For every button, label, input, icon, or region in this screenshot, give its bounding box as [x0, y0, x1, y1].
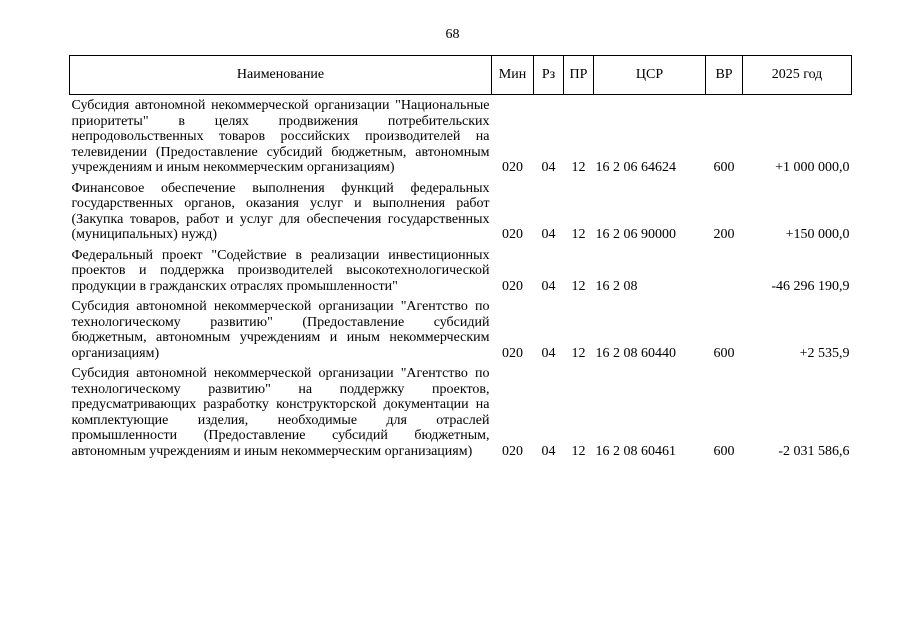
- table-row: [70, 178, 852, 245]
- row-rz: 04: [541, 227, 556, 242]
- table-row: [70, 296, 852, 363]
- page-number: 68: [445, 27, 460, 42]
- header-vr: ВР: [706, 56, 743, 95]
- row-pr: 12: [571, 443, 586, 459]
- row-rz: 04: [541, 160, 556, 175]
- row-csr: 16 2 06 64624: [595, 160, 676, 175]
- row-min: 020: [502, 278, 523, 294]
- header-pr: ПР: [564, 56, 594, 95]
- row-name: Субсидия автономной некоммерческой организации "Агентство по технологическому развитию" на поддержку проектов, предусматривающих разработку конструкторской документации на комплектующие изделия, необходимые для отраслей промышленности (Предоставление субсидий бюджетным, автономным учреждениям и иным некоммерческим организациям): [71, 366, 490, 459]
- row-csr: 16 2 08: [595, 278, 638, 294]
- row-amount: +1 000 000,0: [775, 160, 850, 175]
- header-csr: ЦСР: [594, 56, 706, 95]
- budget-table: [69, 55, 852, 461]
- row-vr: 600: [713, 345, 735, 361]
- row-vr: 600: [713, 160, 735, 175]
- header-min: Мин: [492, 56, 534, 95]
- row-amount: +2 535,9: [799, 345, 850, 361]
- row-rz: 04: [541, 278, 556, 294]
- row-min: 020: [502, 443, 523, 459]
- table-row: [70, 245, 852, 297]
- table-row: [70, 95, 852, 178]
- row-name: Субсидия автономной некоммерческой организации "Агентство по технологическому развитию" (Предоставление субсидий бюджетным, автономным учреждениям и иным некоммерческим организациям): [71, 299, 490, 361]
- row-pr: 12: [571, 160, 586, 175]
- row-min: 020: [502, 227, 523, 242]
- row-name: Финансовое обеспечение выполнения функций федеральных государственных органов, оказания услуг и выполнения работ (Закупка товаров, работ и услуг для обеспечения государственных (муниципальных) нужд): [71, 180, 490, 242]
- row-csr: 16 2 08 60461: [595, 443, 676, 459]
- row-min: 020: [502, 160, 523, 175]
- row-name: Субсидия автономной некоммерческой организации "Национальные приоритеты" в целях продвижения потребительских непродовольственных товаров российских производителей на телевидении (Предоставление субсидий бюджетным, автономным учреждениям и иным некоммерческим организациям): [71, 98, 490, 175]
- row-min: 020: [502, 345, 523, 361]
- row-csr: 16 2 08 60440: [595, 345, 676, 361]
- table-row: [70, 363, 852, 461]
- row-pr: 12: [571, 227, 586, 242]
- row-amount: -2 031 586,6: [778, 443, 850, 459]
- row-rz: 04: [541, 345, 556, 361]
- row-amount: +150 000,0: [785, 227, 850, 242]
- row-vr: 200: [713, 227, 735, 242]
- header-rz: Рз: [534, 56, 564, 95]
- row-rz: 04: [541, 443, 556, 459]
- row-vr: 600: [713, 443, 735, 459]
- row-csr: 16 2 06 90000: [595, 227, 676, 242]
- row-name: Федеральный проект "Содействие в реализации инвестиционных проектов и поддержка производителей высокотехнологической продукции в гражданских отраслях промышленности": [71, 247, 490, 294]
- row-amount: -46 296 190,9: [771, 278, 850, 294]
- row-pr: 12: [571, 278, 586, 294]
- header-name: Наименование: [70, 56, 492, 95]
- row-pr: 12: [571, 345, 586, 361]
- row-vr: [706, 245, 743, 297]
- table-header-row: [70, 56, 852, 95]
- header-year: 2025 год: [743, 56, 852, 95]
